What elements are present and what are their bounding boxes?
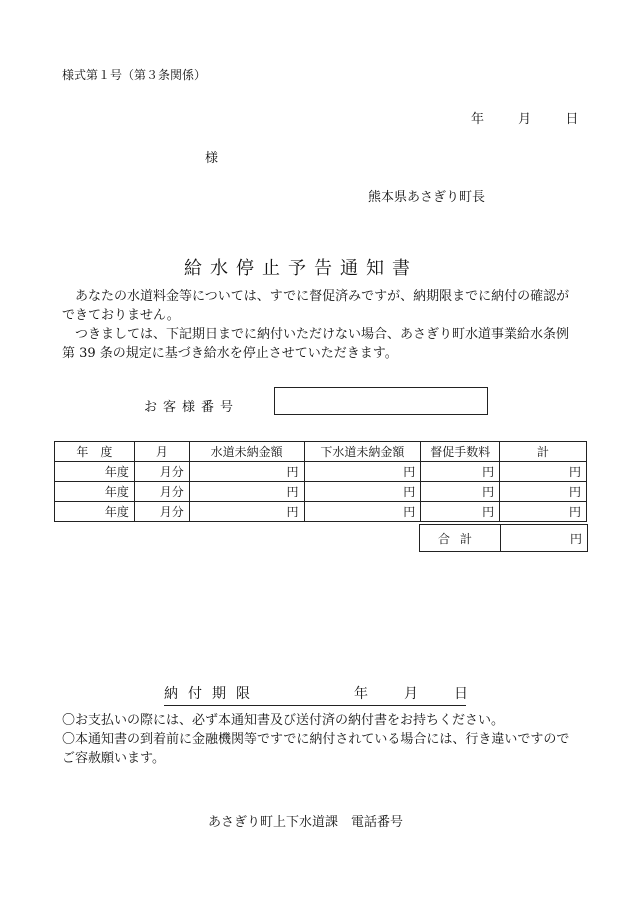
form-number: 様式第１号（第３条関係）	[62, 68, 207, 82]
grand-total-value: 円	[501, 525, 588, 552]
note-item: 〇本通知書の到着前に金融機関等ですでに納付されている場合には、行き違いですのでご容赦願います。	[62, 732, 570, 766]
cell-fee: 円	[421, 502, 500, 522]
sender: 熊本県あさぎり町長	[368, 190, 486, 205]
cell-month: 月分	[134, 502, 189, 522]
contact-footer: あさぎり町上下水道課 電話番号	[208, 815, 404, 830]
cell-water: 円	[189, 462, 304, 482]
cell-water: 円	[189, 502, 304, 522]
cell-month: 月分	[134, 482, 189, 502]
table-row	[55, 462, 587, 482]
cell-sewer: 円	[304, 462, 421, 482]
charges-table	[54, 441, 587, 522]
cell-fiscal-year: 年度	[55, 462, 135, 482]
cell-sewer: 円	[304, 502, 421, 522]
cell-fee: 円	[421, 462, 500, 482]
cell-water: 円	[189, 482, 304, 502]
table-row	[55, 502, 587, 522]
note-item: 〇お支払いの際には、必ず本通知書及び送付済の納付書をお持ちください。	[62, 713, 505, 728]
header-sewer-unpaid: 下水道未納金額	[304, 442, 421, 462]
cell-total: 円	[500, 502, 587, 522]
notice-body	[62, 287, 580, 363]
deadline-label: 納付期限	[164, 686, 260, 702]
header-fiscal-year: 年 度	[55, 442, 135, 462]
deadline-day: 日	[454, 686, 468, 702]
table-row	[55, 482, 587, 502]
date-day: 日	[565, 112, 579, 127]
header-month: 月	[134, 442, 189, 462]
cell-fiscal-year: 年度	[55, 482, 135, 502]
customer-number-field[interactable]	[274, 387, 488, 415]
document-title: 給水停止予告通知書	[184, 258, 418, 279]
date-month: 月	[518, 112, 532, 127]
table-header-row	[55, 442, 587, 462]
grand-total-table	[419, 524, 588, 552]
cell-month: 月分	[134, 462, 189, 482]
cell-sewer: 円	[304, 482, 421, 502]
issue-date	[471, 108, 578, 127]
body-paragraph: あなたの水道料金等については、すでに督促済みですが、納期限までに納付の確認ができておりません。	[62, 289, 570, 323]
customer-number-label: お客様番号	[144, 400, 240, 415]
date-year: 年	[471, 112, 485, 127]
header-water-unpaid: 水道未納金額	[189, 442, 304, 462]
header-total: 計	[500, 442, 587, 462]
grand-total-row	[420, 525, 588, 552]
cell-total: 円	[500, 482, 587, 502]
cell-fiscal-year: 年度	[55, 502, 135, 522]
payment-deadline	[164, 683, 466, 706]
cell-fee: 円	[421, 482, 500, 502]
deadline-month: 月	[404, 686, 418, 702]
grand-total-label: 合計	[420, 525, 501, 552]
body-paragraph: つきましては、下記期日までに納付いただけない場合、あさぎり町水道事業給水条例第 39 条の規定に基づき給水を停止させていただきます。	[62, 327, 570, 361]
cell-total: 円	[500, 462, 587, 482]
addressee-suffix: 様	[205, 151, 219, 166]
deadline-year: 年	[354, 686, 368, 702]
notes	[62, 711, 582, 768]
header-dunning-fee: 督促手数料	[421, 442, 500, 462]
